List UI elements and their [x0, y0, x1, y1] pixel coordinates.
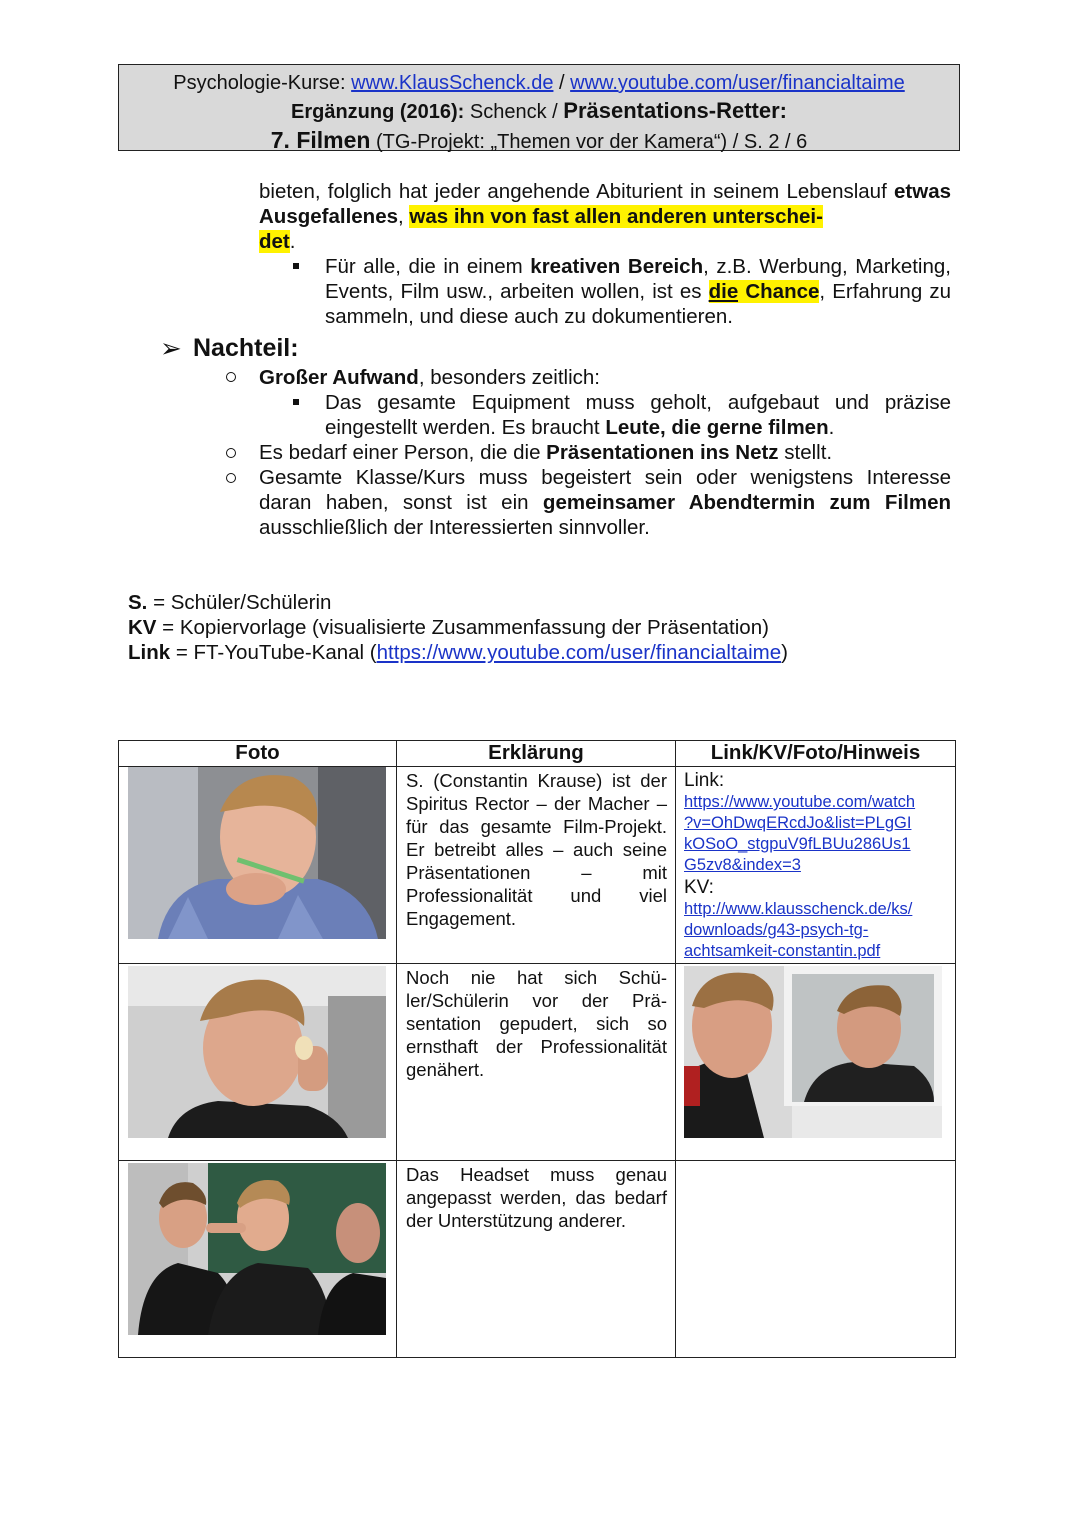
- square-bullet: [293, 399, 299, 405]
- table-row: [119, 1161, 956, 1358]
- nachteil-equipment: Das gesamte Equipment muss geholt, aufgebaut und präzise eingestellt werden. Es braucht Leute, die gerne filmen.: [325, 391, 951, 439]
- bullet-kreativ: Für alle, die in einem kreativen Bereich, z.B. Werbung, Marketing, Events, Film usw., arbeiten wollen, ist es die Chance, Erfahrung zu sammeln, und diese auch zu dokumentieren.: [325, 255, 951, 328]
- header-line-1: Psychologie-Kurse: www.KlausSchenck.de / www.youtube.com/user/financialtaime: [173, 72, 905, 94]
- circle-bullet: [226, 473, 236, 483]
- nachteil-person: Es bedarf einer Person, die die Präsentationen ins Netz stellt.: [259, 441, 833, 464]
- kv-pdf-link[interactable]: http://www.klausschenck.de/ks/ downloads/g43-psych-tg- achtsamkeit-constantin.pdf: [684, 900, 913, 960]
- klausschenck-link[interactable]: www.KlausSchenck.de: [351, 72, 554, 94]
- circle-bullet: [226, 372, 236, 382]
- nachteil-klasse: Gesamte Klasse/Kurs muss begeistert sein oder wenigstens Interesse daran haben, sonst ist ein gemeinsamer Abendtermin zum Filmen ausschließlich der Interessierten sinnvoller.: [259, 466, 951, 539]
- col-foto: Foto: [119, 741, 397, 767]
- youtube-channel-link[interactable]: www.youtube.com/user/financialtaime: [570, 72, 905, 94]
- header-line-2: Ergänzung (2016): Schenck / Präsentations-Retter:: [290, 98, 787, 123]
- photo-powder: [128, 966, 386, 1138]
- arrow-bullet-icon: ➢: [160, 333, 182, 363]
- square-bullet: [293, 263, 299, 269]
- def-kv: KV = Kopiervorlage (visualisierte Zusammenfassung der Präsentation): [128, 616, 769, 639]
- nachteil-aufwand: Großer Aufwand, besonders zeitlich:: [259, 366, 601, 389]
- page-header: [118, 64, 960, 151]
- abbreviations: [128, 590, 948, 665]
- header-line-3: 7. Filmen (TG-Projekt: „Themen vor der Kamera“) / S. 2 / 6: [270, 127, 808, 153]
- photo-toothbrush: [128, 767, 386, 939]
- video-link[interactable]: https://www.youtube.com/watch ?v=OhDwqERcdJo&list=PLgGI kOSoO_stgpuV9fLBUu286Us1 G5zv8&index=3: [684, 793, 916, 874]
- photo-headset: [128, 1163, 386, 1335]
- row-2-text: Noch nie hat sich Schüler/Schülerin vor der Präsentation gepudert, sich so ernsthaft der Professionalität genähert.: [406, 967, 667, 1080]
- row-3-text: Das Headset muss genau angepasst werden, das bedarf der Unterstützung anderer.: [406, 1164, 667, 1231]
- table-header-row: [119, 741, 956, 767]
- col-erklaerung: Erklärung: [397, 741, 676, 767]
- photo-table: [118, 740, 956, 1358]
- empty-cell: [676, 1161, 956, 1358]
- circle-bullet: [226, 448, 236, 458]
- table-row: [119, 767, 956, 964]
- col-link: Link/KV/Foto/Hinweis: [676, 741, 956, 767]
- youtube-channel-url[interactable]: https://www.youtube.com/user/financialtaime: [376, 641, 782, 664]
- photo-mirror: [684, 966, 942, 1138]
- nachteil-heading: Nachteil:: [193, 334, 299, 362]
- def-s: S. = Schüler/Schülerin: [128, 591, 332, 614]
- row-1-text: S. (Constantin Krause) ist der Spiritus Rector – der Macher – für das gesamte Film-Projekt. Er betreibt alles – auch seine Präsentationen – mit Professionalität und viel Engagement.: [406, 770, 667, 929]
- def-link: Link = FT-YouTube-Kanal (https://www.youtube.com/user/financialtaime): [128, 641, 788, 664]
- row-1-links: Link: https://www.youtube.com/watch ?v=OhDwqERcdJo&list=PLgGI kOSoO_stgpuV9fLBUu286Us1 G5zv8&index=3 KV: http://www.klausschenck.de/ks/ downloads/g43-psych-tg- achtsamkeit-constantin.pdf: [684, 770, 916, 960]
- table-row: [119, 964, 956, 1161]
- continuation-paragraph: bieten, folglich hat jeder angehende Abiturient in seinem Lebenslauf etwas Ausgefallenes, was ihn von fast allen anderen unterschei- det.: [259, 180, 951, 253]
